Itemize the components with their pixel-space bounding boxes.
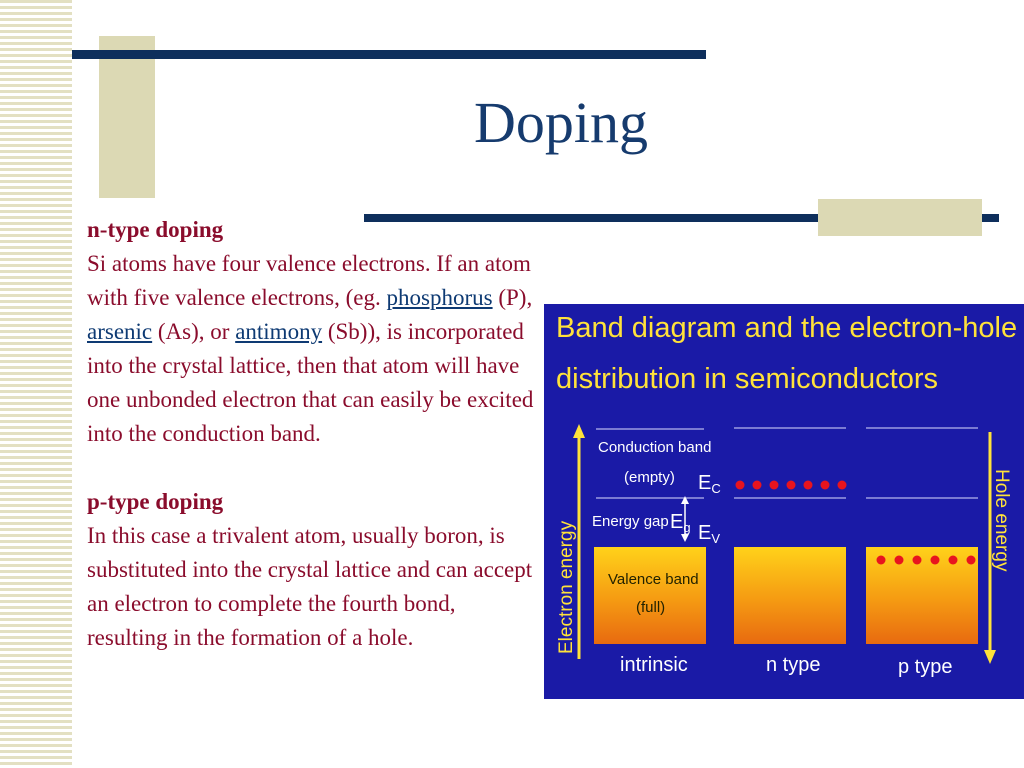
electron-energy-label: Electron energy [556,520,577,654]
intrinsic-label: intrinsic [620,654,688,676]
slide-body [87,213,539,655]
electron-dot [821,481,830,490]
ptype-heading: p-type doping [87,489,224,514]
ptype-paragraph: In this case a trivalent atom, usually boron, is substituted into the crystal lattice and can accept an electron to complete the fourth bond, resulting in the formation of a hole. [87,523,533,650]
electron-dot [838,481,847,490]
valence-band-full-label: (full) [636,599,666,616]
ntype-text-2: (P), [492,285,533,310]
ntype-paragraph [87,247,539,451]
ntype-electrons [736,481,847,490]
ec-label: $E_C$ [698,472,721,496]
eg-label: $E_g$ [670,511,691,535]
ntype-text-3: (As), or [152,319,236,344]
band-diagram [544,304,1024,699]
diagram-title-line-2: distribution in semiconductors [556,363,939,395]
hole-dot [967,556,976,565]
ntype-label: n type [766,654,821,676]
diagram-title-line-1: Band diagram and the electron-hole [556,312,1018,344]
conduction-band-empty-label: (empty) [624,469,675,486]
energy-gap-label: Energy gap [592,513,669,530]
valence-band-label: Valence band [608,571,699,588]
slide-title: Doping [474,90,648,155]
decorative-tan-block [818,199,982,236]
decorative-stripe [0,0,72,768]
ntype-text-1: Si atoms have four valence electrons. If an atom with five valence electrons, (eg. [87,251,531,310]
decorative-navy-line-top [72,50,706,59]
hole-dot [913,556,922,565]
electron-dot [753,481,762,490]
hole-dot [877,556,886,565]
electron-energy-arrowhead [573,424,585,438]
electron-dot [804,481,813,490]
ntype-heading: n-type doping [87,217,224,242]
electron-dot [770,481,779,490]
hole-dot [895,556,904,565]
hole-dot [931,556,940,565]
ev-label: $E_V$ [698,522,721,546]
antimony-link[interactable]: antimony [235,319,323,344]
electron-dot [736,481,745,490]
ptype-label: p type [898,656,953,678]
arsenic-link[interactable]: arsenic [87,319,153,344]
hole-energy-label: Hole energy [991,469,1012,572]
gap-arrow-down [681,534,689,542]
band-diagram-svg [544,304,1024,699]
ntype-valence-band [734,547,846,644]
hole-energy-arrowhead [984,650,996,664]
phosphorus-link[interactable]: phosphorus [386,285,493,310]
ntype-text-4: (Sb)), is incorporated into the crystal lattice, then that atom will have one unbonded electron that can easily be excited into the conduction band. [87,319,534,446]
hole-dot [949,556,958,565]
intrinsic-valence-band [594,547,706,644]
gap-arrow-up [681,496,689,504]
decorative-tan-bar [99,36,155,198]
conduction-band-label: Conduction band [598,439,712,456]
electron-dot [787,481,796,490]
